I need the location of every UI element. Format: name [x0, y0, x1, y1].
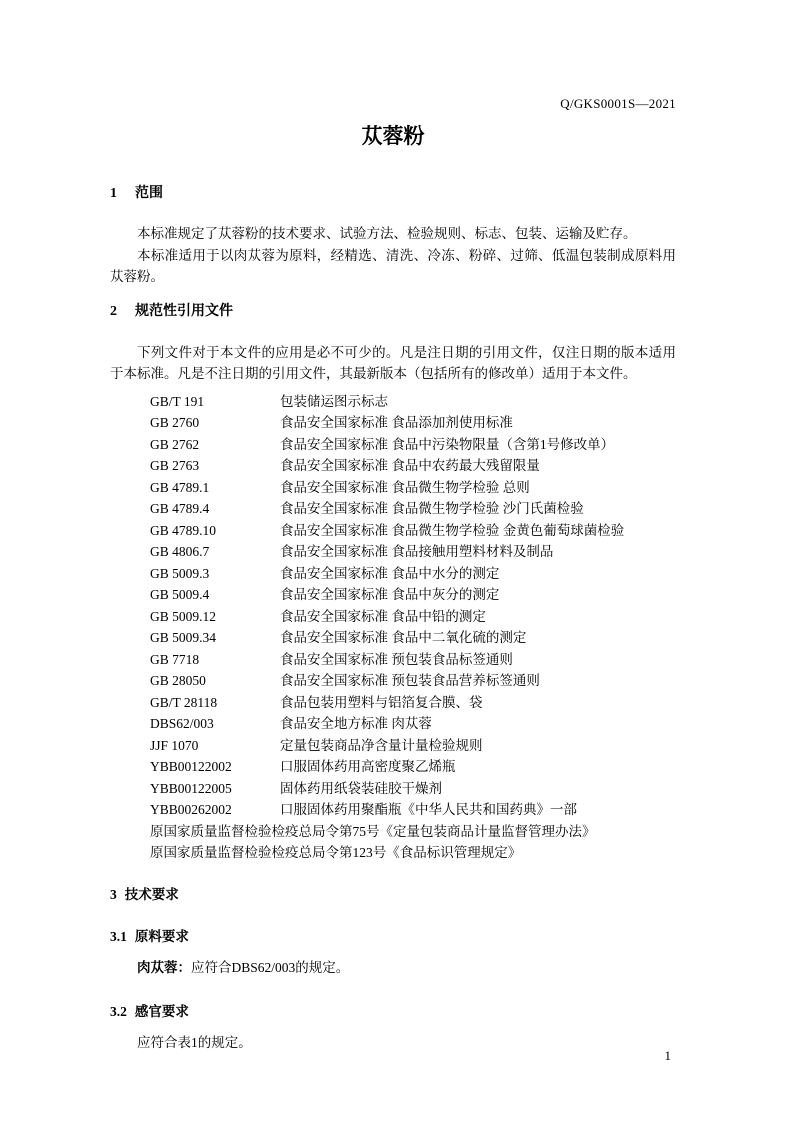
reference-code: GB 5009.4	[150, 587, 210, 603]
doc-number: Q/GKS0001S—2021	[560, 96, 676, 111]
reference-row	[150, 627, 676, 649]
page-number: 1	[664, 1048, 671, 1063]
reference-row	[150, 606, 676, 628]
section-2-label: 规范性引用文件	[135, 303, 233, 319]
reference-code: DBS62/003	[150, 716, 214, 732]
reference-title: 食品安全国家标准 食品中二氧化硫的测定	[280, 630, 527, 646]
reference-title: 食品安全国家标准 食品接触用塑料材料及制品	[280, 544, 554, 560]
references-list	[110, 391, 676, 821]
reference-title: 包装储运图示标志	[280, 393, 388, 409]
reference-title: 食品安全国家标准 食品微生物学检验 总则	[280, 479, 530, 495]
section-1-heading	[110, 185, 676, 202]
decree-list	[150, 821, 676, 864]
reference-code: YBB00122005	[150, 780, 232, 796]
reference-row	[150, 434, 676, 456]
reference-row	[150, 520, 676, 542]
reference-row	[150, 477, 676, 499]
reference-row	[150, 735, 676, 757]
section-2-intro-wrap	[110, 342, 676, 385]
reference-title: 固体药用纸袋装硅胶干燥剂	[280, 780, 442, 796]
reference-code: GB/T 191	[150, 393, 205, 409]
reference-title: 口服固体药用聚酯瓶《中华人民共和国药典》一部	[280, 802, 577, 818]
reference-code: GB 4789.10	[150, 522, 217, 538]
reference-title: 食品安全国家标准 食品微生物学检验 金黄色葡萄球菌检验	[280, 522, 625, 538]
term-label: 肉苁蓉：	[137, 959, 191, 975]
reference-code: GB 28050	[150, 673, 206, 689]
reference-title: 食品安全地方标准 肉苁蓉	[280, 716, 432, 732]
section-3-2-label: 感官要求	[134, 1004, 189, 1020]
section-3-1-heading	[110, 928, 676, 945]
reference-row	[150, 670, 676, 692]
section-3-2-number: 3.2	[110, 1004, 127, 1020]
reference-row	[150, 692, 676, 714]
page-title: 苁蓉粉	[361, 124, 425, 148]
reference-code: GB 5009.3	[150, 565, 210, 581]
reference-title: 食品安全国家标准 预包装食品标签通则	[280, 651, 513, 667]
reference-title: 食品安全国家标准 食品中水分的测定	[280, 565, 500, 581]
section-2-heading	[110, 303, 676, 320]
reference-row	[150, 455, 676, 477]
reference-title: 食品安全国家标准 食品中污染物限量（含第1号修改单）	[280, 436, 615, 452]
section-3-1-number: 3.1	[110, 928, 127, 944]
reference-row	[150, 713, 676, 735]
reference-title: 食品安全国家标准 食品中农药最大残留限量	[280, 458, 540, 474]
section-3-heading	[110, 886, 676, 903]
reference-row	[150, 778, 676, 800]
reference-title: 食品安全国家标准 预包装食品营养标签通则	[280, 673, 540, 689]
section-3-2-heading	[110, 1003, 676, 1020]
reference-code: YBB00262002	[150, 802, 232, 818]
reference-code: GB 7718	[150, 651, 200, 667]
reference-code: GB 4806.7	[150, 544, 210, 560]
reference-code: GB 2763	[150, 458, 200, 474]
reference-title: 口服固体药用高密度聚乙烯瓶	[280, 759, 456, 775]
reference-code: GB 2760	[150, 415, 200, 431]
section-3-number: 3	[110, 886, 117, 902]
section-3-1-label: 原料要求	[134, 928, 189, 944]
decree-line: 原国家质量监督检验检疫总局令第75号《定量包装商品计量监督管理办法》	[150, 823, 596, 839]
reference-row	[150, 541, 676, 563]
reference-title: 定量包装商品净含量计量检验规则	[280, 737, 483, 753]
reference-row	[150, 498, 676, 520]
paragraph: 下列文件对于本文件的应用是必不可少的。凡是注日期的引用文件，仅注日期的版本适用于本标准。凡是不注日期的引用文件，其最新版本（包括所有的修改单）适用于本文件。	[110, 344, 676, 382]
reference-title: 食品安全国家标准 食品中灰分的测定	[280, 587, 500, 603]
reference-title: 食品包装用塑料与铝箔复合膜、袋	[280, 694, 483, 710]
reference-row	[150, 584, 676, 606]
reference-title: 食品安全国家标准 食品微生物学检验 沙门氏菌检验	[280, 501, 584, 517]
reference-code: GB 4789.1	[150, 479, 210, 495]
reference-code: GB 4789.4	[150, 501, 210, 517]
reference-code: JJF 1070	[150, 737, 199, 753]
section-2-number: 2	[110, 303, 117, 319]
section-1-label: 范围	[135, 186, 163, 202]
section-3-label: 技术要求	[124, 886, 179, 902]
reference-row	[150, 412, 676, 434]
reference-code: GB/T 28118	[150, 694, 218, 710]
reference-code: GB 2762	[150, 436, 200, 452]
reference-row	[150, 799, 676, 821]
section-3-1-text	[110, 957, 676, 979]
reference-code: YBB00122002	[150, 759, 232, 775]
term-definition: 应符合DBS62/003的规定。	[191, 959, 350, 975]
paragraph: 本标准适用于以肉苁蓉为原料，经精选、清洗、冷冻、粉碎、过筛、低温包装制成原料用苁蓉粉。	[110, 247, 676, 285]
section-1-number: 1	[110, 186, 117, 202]
reference-code: GB 5009.12	[150, 608, 217, 624]
reference-title: 食品安全国家标准 食品添加剂使用标准	[280, 415, 513, 431]
reference-row	[150, 649, 676, 671]
reference-row	[150, 756, 676, 778]
reference-code: GB 5009.34	[150, 630, 217, 646]
reference-row	[150, 563, 676, 585]
section-3-2-text: 应符合表1的规定。	[137, 1035, 252, 1051]
decree-line: 原国家质量监督检验检疫总局令第123号《食品标识管理规定》	[150, 845, 522, 861]
reference-title: 食品安全国家标准 食品中铅的测定	[280, 608, 486, 624]
paragraph: 本标准规定了苁蓉粉的技术要求、试验方法、检验规则、标志、包装、运输及贮存。	[137, 226, 637, 242]
section-1-body	[110, 223, 676, 288]
reference-row	[150, 391, 676, 413]
